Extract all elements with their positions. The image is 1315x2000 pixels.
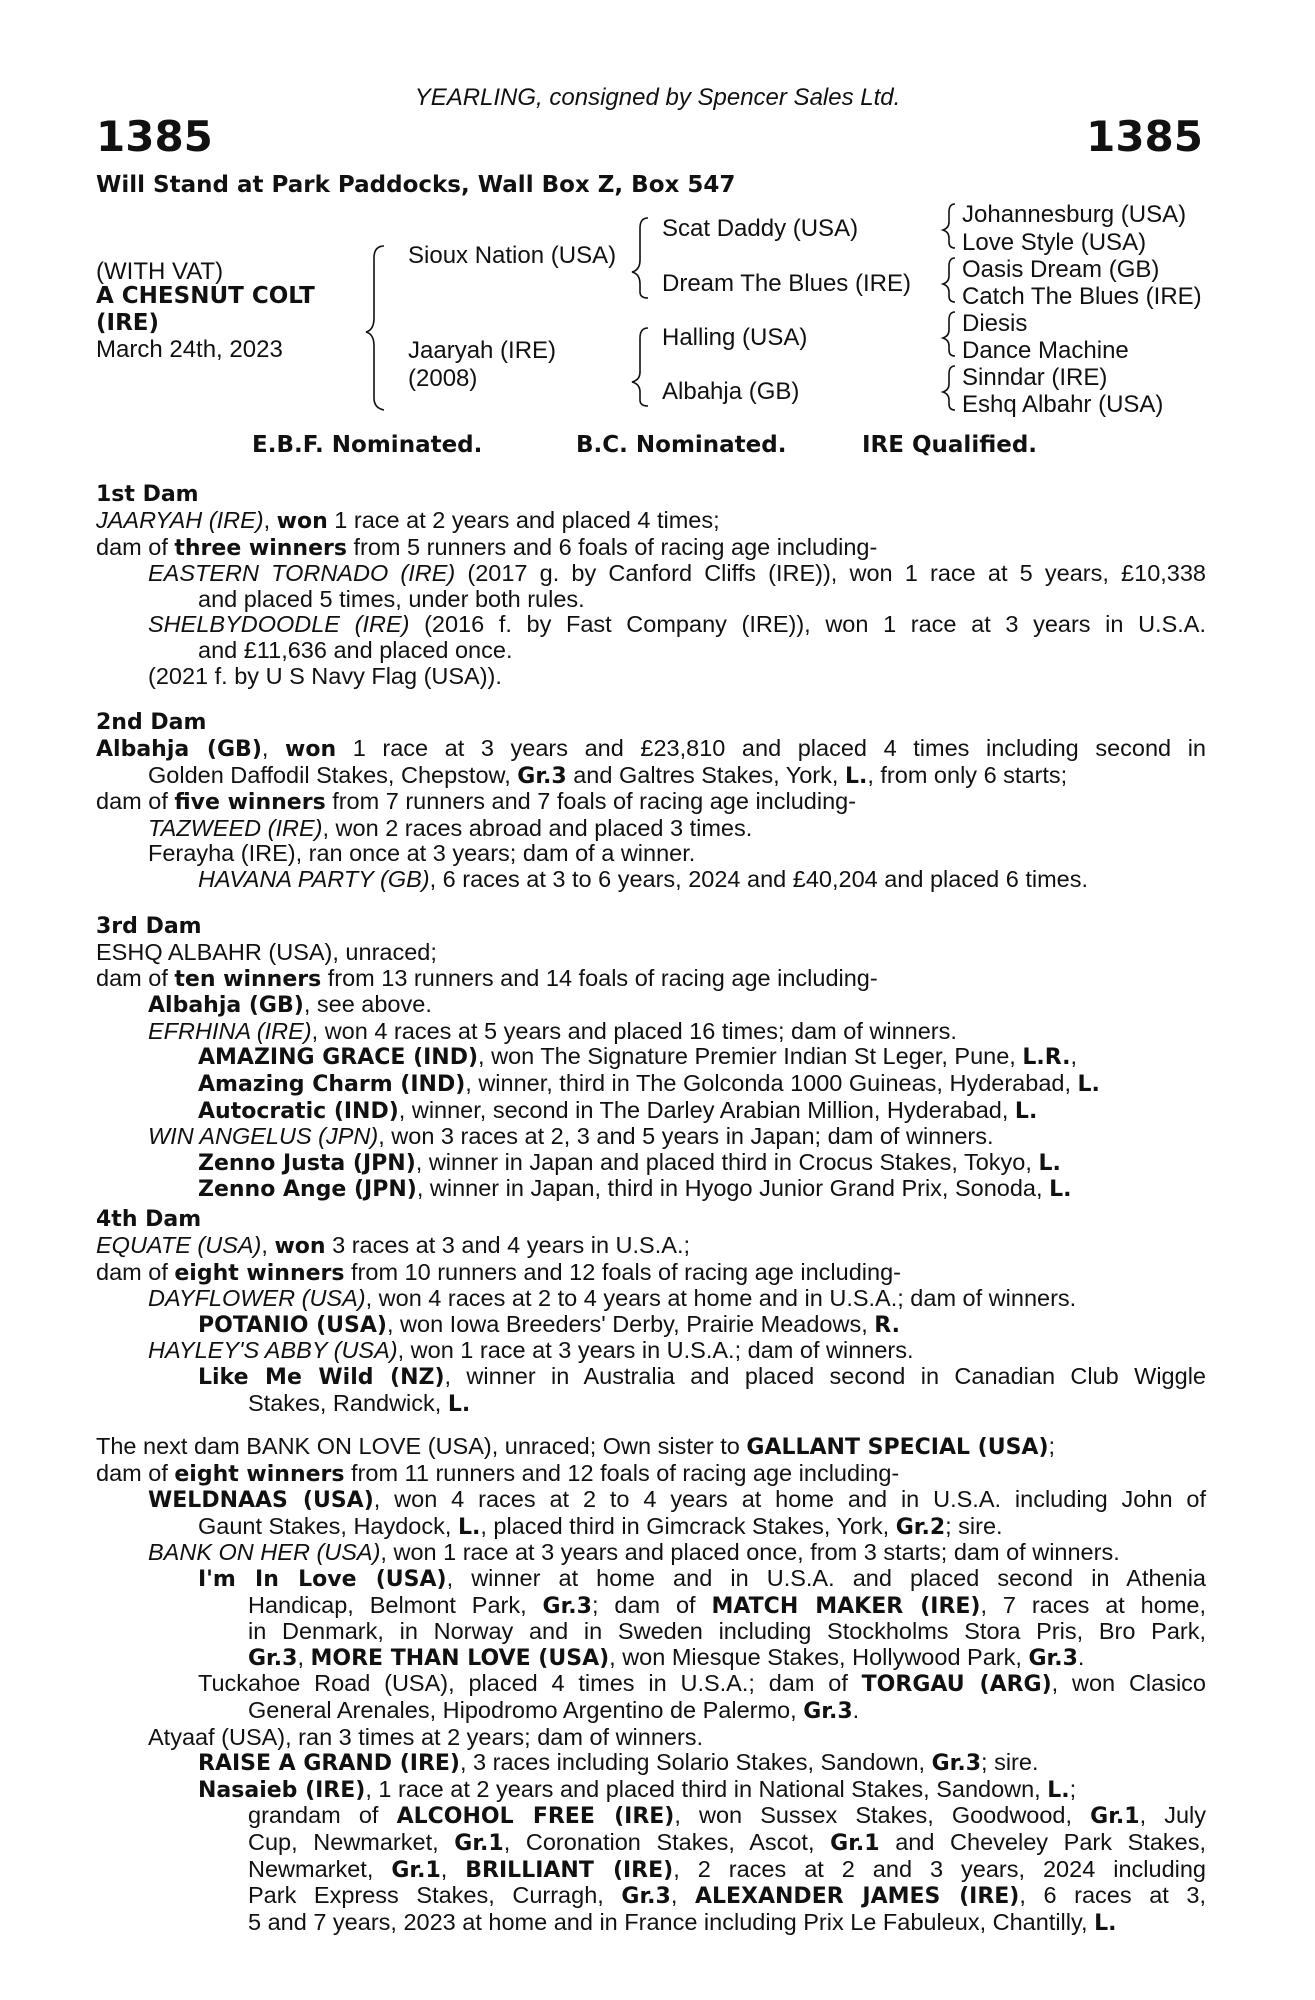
first-dam-line: JAARYAH (IRE), won 1 race at 2 years and placed 4 times;	[96, 507, 720, 534]
next-dam-section	[96, 1434, 1206, 1936]
first-dam-line: dam of three winners from 5 runners and 6 foals of racing age including-	[96, 533, 878, 561]
sire-sire-sire: Johannesburg (USA)	[962, 201, 1187, 228]
next-dam-line: WELDNAAS (USA), won 4 races at 2 to 4 years at home and in U.S.A. including John of	[148, 1486, 1207, 1514]
ire-qualification: IRE Qualified.	[862, 432, 1038, 458]
third-dam-line: Zenno Ange (JPN), winner in Japan, third in Hyogo Junior Grand Prix, Sonoda, L.	[198, 1175, 1072, 1203]
next-dam-line: grandam of ALCOHOL FREE (IRE), won Sussex Stakes, Goodwood, Gr.1, July	[248, 1802, 1207, 1830]
bc-nomination: B.C. Nominated.	[576, 432, 787, 458]
next-dam-line: Tuckahoe Road (USA), placed 4 times in U.S.A.; dam of TORGAU (ARG), won Clasico	[198, 1670, 1206, 1698]
foaling-date: March 24th, 2023	[96, 336, 283, 363]
second-dam-line: TAZWEED (IRE), won 2 races abroad and placed 3 times.	[148, 814, 753, 841]
sire-name: Sioux Nation (USA)	[408, 242, 617, 269]
dam-name: Jaaryah (IRE)	[408, 337, 557, 364]
next-dam-line: Gr.3, MORE THAN LOVE (USA), won Miesque Stakes, Hollywood Park, Gr.3.	[248, 1643, 1085, 1671]
colt-name: A CHESNUT COLT	[96, 283, 315, 309]
first-dam-line: and placed 5 times, under both rules.	[198, 585, 585, 612]
fourth-dam-line: POTANIO (USA), won Iowa Breeders' Derby, Prairie Meadows, R.	[198, 1310, 900, 1338]
third-dam-line: WIN ANGELUS (JPN), won 3 races at 2, 3 and 5 years in Japan; dam of winners.	[148, 1123, 994, 1150]
colt-origin: (IRE)	[96, 310, 160, 336]
second-dam-line: HAVANA PARTY (GB), 6 races at 3 to 6 years, 2024 and £40,204 and placed 6 times.	[198, 865, 1089, 892]
sire-sire: Scat Daddy (USA)	[662, 215, 859, 242]
fourth-dam-section	[96, 1207, 1206, 1417]
brace-dd	[943, 366, 955, 410]
next-dam-line: Cup, Newmarket, Gr.1, Coronation Stakes, Ascot, Gr.1 and Cheveley Park Stakes,	[248, 1828, 1206, 1856]
fourth-dam-heading: 4th Dam	[96, 1207, 202, 1232]
next-dam-line: I'm In Love (USA), winner at home and in U.S.A. and placed second in Athenia	[198, 1564, 1206, 1592]
third-dam-line: ESHQ ALBAHR (USA), unraced;	[96, 939, 437, 965]
first-dam-heading: 1st Dam	[96, 482, 199, 507]
second-dam-line: Golden Daffodil Stakes, Chepstow, Gr.3 and Galtres Stakes, York, L., from only 6 starts;	[148, 761, 1068, 789]
next-dam-line: in Denmark, in Norway and in Sweden including Stockholms Stora Pris, Bro Park,	[248, 1618, 1206, 1645]
next-dam-line: Nasaieb (IRE), 1 race at 2 years and placed third in National Stakes, Sandown, L.;	[198, 1775, 1077, 1803]
next-dam-line: General Arenales, Hipodromo Argentino de Palermo, Gr.3.	[248, 1696, 860, 1724]
main-bracket	[366, 246, 384, 410]
third-dam-line: Autocratic (IND), winner, second in The Darley Arabian Million, Hyderabad, L.	[198, 1096, 1038, 1124]
sire-dam-dam: Catch The Blues (IRE)	[962, 283, 1202, 310]
fourth-dam-line: DAYFLOWER (USA), won 4 races at 2 to 4 years at home and in U.S.A.; dam of winners.	[148, 1285, 1077, 1312]
brace-ss	[943, 204, 955, 248]
sire-sire-dam: Love Style (USA)	[962, 229, 1147, 256]
third-dam-line: Amazing Charm (IND), winner, third in The Golconda 1000 Guineas, Hyderabad, L.	[198, 1069, 1100, 1097]
dam-sire: Halling (USA)	[662, 324, 808, 351]
third-dam-heading: 3rd Dam	[96, 914, 202, 939]
second-dam-line: dam of five winners from 7 runners and 7 foals of racing age including-	[96, 788, 857, 816]
sire-dam: Dream The Blues (IRE)	[662, 270, 911, 297]
fourth-dam-line: EQUATE (USA), won 3 races at 3 and 4 years in U.S.A.;	[96, 1232, 690, 1259]
dam-year: (2008)	[408, 365, 478, 392]
next-dam-line: BANK ON HER (USA), won 1 race at 3 years and placed once, from 3 starts; dam of winners.	[148, 1539, 1120, 1566]
next-dam-line: Newmarket, Gr.1, BRILLIANT (IRE), 2 races at 2 and 3 years, 2024 including	[248, 1855, 1206, 1883]
lot-number-right: 1385	[1086, 112, 1203, 161]
next-dam-line: dam of eight winners from 11 runners and 12 foals of racing age including-	[96, 1459, 900, 1487]
first-dam-section	[96, 482, 1206, 689]
fourth-dam-line: dam of eight winners from 10 runners and 12 foals of racing age including-	[96, 1258, 901, 1286]
dam-dam-dam: Eshq Albahr (USA)	[962, 391, 1164, 418]
first-dam-line: (2021 f. by U S Navy Flag (USA)).	[148, 662, 502, 689]
next-dam-line: The next dam BANK ON LOVE (USA), unraced; Own sister to GALLANT SPECIAL (USA);	[96, 1433, 1056, 1460]
third-dam-line: EFRHINA (IRE), won 4 races at 5 years and placed 16 times; dam of winners.	[148, 1017, 957, 1044]
dam-dam-sire: Sinndar (IRE)	[962, 364, 1108, 391]
third-dam-section	[96, 914, 1206, 1203]
sire-bracket	[632, 218, 648, 298]
lot-number-left: 1385	[96, 112, 213, 161]
stand-location: Will Stand at Park Paddocks, Wall Box Z, Box 547	[96, 172, 736, 198]
dam-sire-sire: Diesis	[962, 310, 1028, 337]
first-dam-line: EASTERN TORNADO (IRE) (2017 g. by Canford Cliffs (IRE)), won 1 race at 5 years, £10,338	[148, 560, 1207, 587]
next-dam-line: Atyaaf (USA), ran 3 times at 2 years; dam of winners.	[148, 1723, 704, 1750]
third-dam-line: dam of ten winners from 13 runners and 14 foals of racing age including-	[96, 964, 878, 992]
second-dam-section	[96, 710, 1206, 893]
sire-dam-sire: Oasis Dream (GB)	[962, 256, 1160, 283]
brace-sd	[943, 258, 955, 302]
ebf-nomination: E.B.F. Nominated.	[252, 432, 483, 458]
second-dam-heading: 2nd Dam	[96, 710, 207, 735]
vat-label: (WITH VAT)	[96, 258, 224, 285]
second-dam-line: Ferayha (IRE), ran once at 3 years; dam of a winner.	[148, 840, 696, 867]
third-dam-line: Albahja (GB), see above.	[148, 991, 432, 1019]
next-dam-line: Gaunt Stakes, Haydock, L., placed third in Gimcrack Stakes, York, Gr.2; sire.	[198, 1512, 1003, 1540]
dam-sire-dam: Dance Machine	[962, 337, 1129, 364]
brace-ds	[943, 312, 955, 356]
second-dam-line: Albahja (GB), won 1 race at 3 years and £23,810 and placed 4 times including second in	[96, 735, 1206, 762]
consignment-line: YEARLING, consigned by Spencer Sales Ltd.	[414, 84, 901, 111]
next-dam-line: Park Express Stakes, Curragh, Gr.3, ALEXANDER JAMES (IRE), 6 races at 3,	[248, 1882, 1206, 1910]
third-dam-line: AMAZING GRACE (IND), won The Signature Premier Indian St Leger, Pune, L.R.,	[198, 1043, 1077, 1071]
third-dam-line: Zenno Justa (JPN), winner in Japan and placed third in Crocus Stakes, Tokyo, L.	[198, 1148, 1061, 1176]
next-dam-line: 5 and 7 years, 2023 at home and in France including Prix Le Fabuleux, Chantilly, L.	[248, 1908, 1117, 1936]
dam-bracket	[632, 328, 648, 406]
next-dam-line: RAISE A GRAND (IRE), 3 races including Solario Stakes, Sandown, Gr.3; sire.	[198, 1749, 1039, 1777]
first-dam-line: SHELBYDOODLE (IRE) (2016 f. by Fast Company (IRE)), won 1 race at 3 years in U.S.A.	[148, 611, 1206, 638]
fourth-dam-line: HAYLEY'S ABBY (USA), won 1 race at 3 years in U.S.A.; dam of winners.	[148, 1337, 914, 1364]
first-dam-line: and £11,636 and placed once.	[198, 636, 513, 663]
dam-dam: Albahja (GB)	[662, 378, 800, 405]
next-dam-line: Handicap, Belmont Park, Gr.3; dam of MATCH MAKER (IRE), 7 races at home,	[248, 1591, 1206, 1619]
fourth-dam-line: Like Me Wild (NZ), winner in Australia and placed second in Canadian Club Wiggle	[198, 1362, 1206, 1390]
fourth-dam-line: Stakes, Randwick, L.	[248, 1389, 471, 1417]
